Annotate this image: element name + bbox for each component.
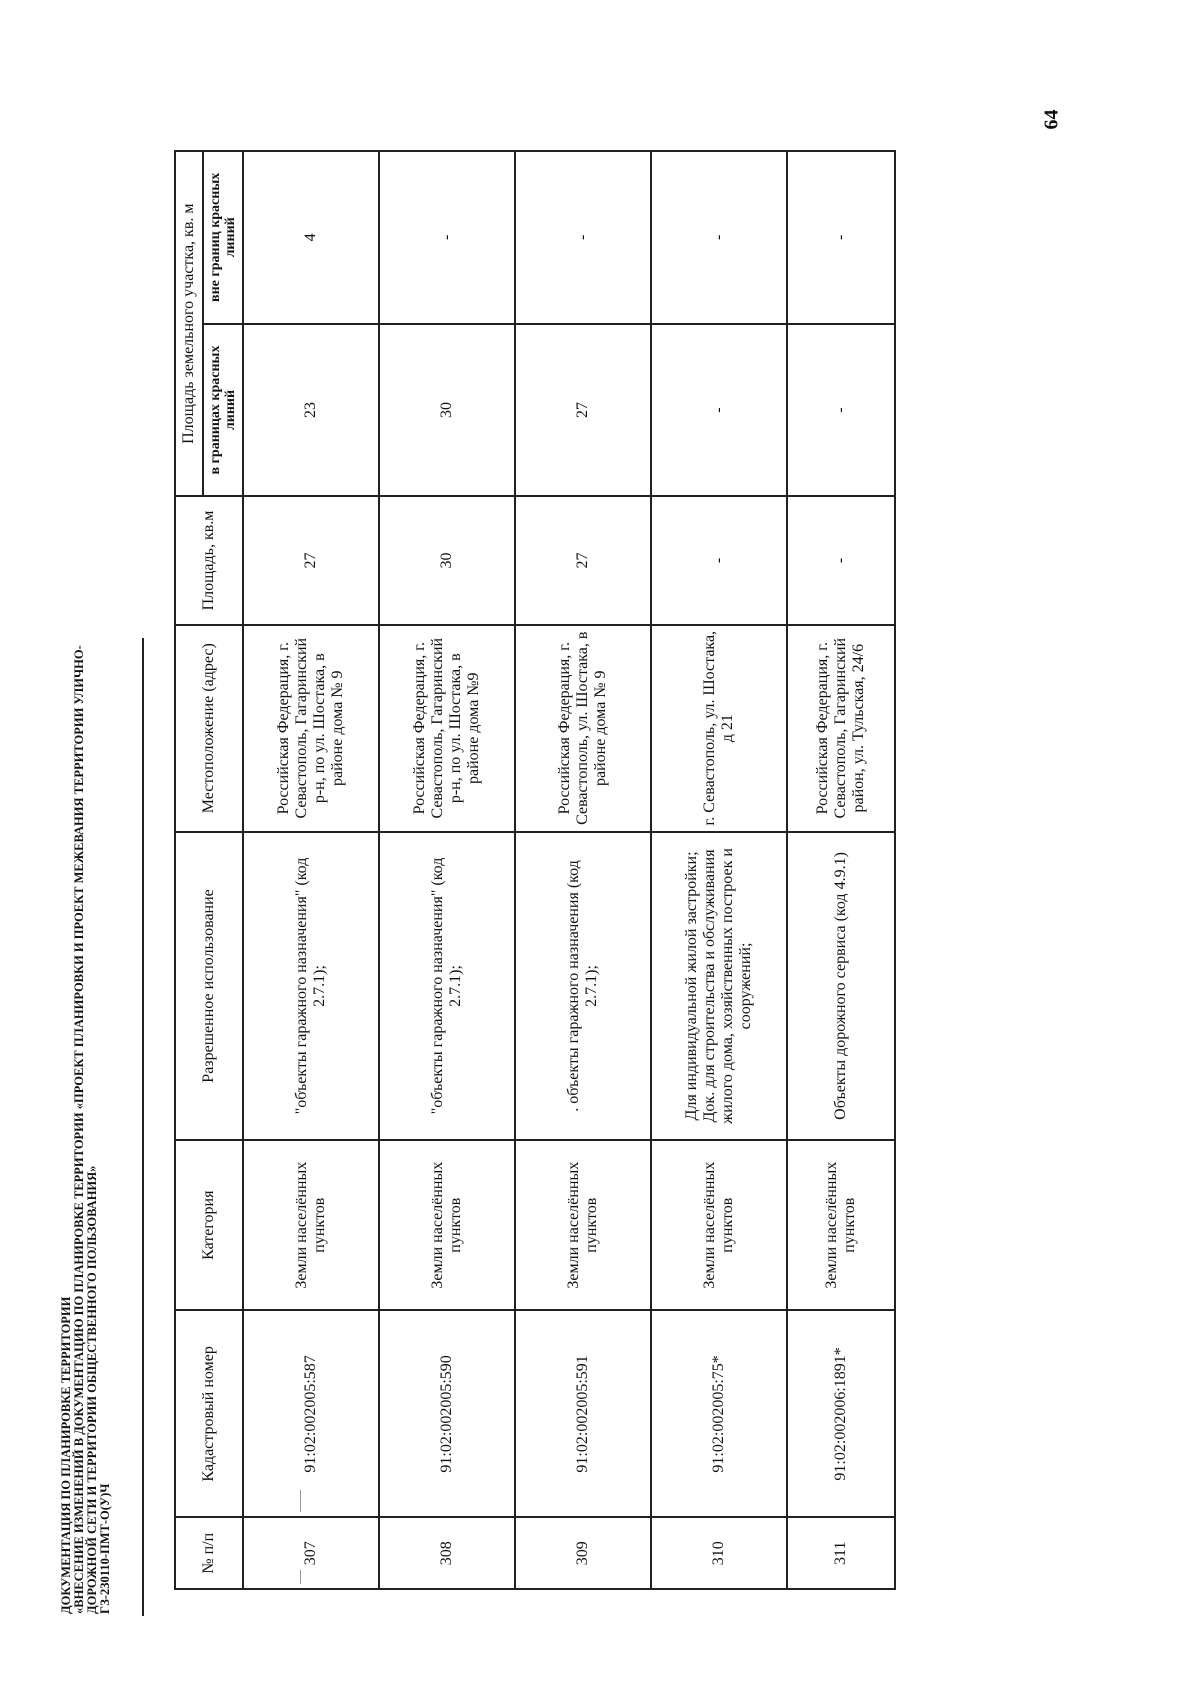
cell-use: Для индивидуальной жилой застройки; Док. для строительства и обслуживания жилого дома, хозяйственных построек и сооружений; bbox=[651, 832, 787, 1140]
cell-use: "объекты гаражного назначения" (код 2.7.1); bbox=[243, 832, 379, 1140]
cell-num: 308 bbox=[379, 1517, 515, 1589]
cell-inside: - bbox=[787, 324, 895, 497]
header-num: № п/п bbox=[175, 1517, 243, 1589]
cell-outside: - bbox=[787, 151, 895, 324]
cell-category: Земли населённых пунктов bbox=[515, 1140, 651, 1310]
cell-outside: - bbox=[515, 151, 651, 324]
header-outside: вне границ красных линий bbox=[203, 151, 243, 324]
cell-area: 27 bbox=[515, 496, 651, 624]
cell-category: Земли населённых пунктов bbox=[379, 1140, 515, 1310]
cell-category: Земли населённых пунктов bbox=[243, 1140, 379, 1310]
land-plots-table bbox=[174, 150, 896, 1590]
cell-num: 309 bbox=[515, 1517, 651, 1589]
cell-location: Российская Федерация, г. Севастополь, Гагаринский р-н, по ул. Шостака, в районе дома № 9 bbox=[243, 625, 379, 832]
cell-area: - bbox=[787, 496, 895, 624]
cell-location: Российская Федерация, г. Севастополь, Гагаринский район, ул. Тульская, 24/6 bbox=[787, 625, 895, 832]
cell-area: - bbox=[651, 496, 787, 624]
header-cadastral: Кадастровый номер bbox=[175, 1310, 243, 1517]
cell-cadastral: 91:02:002005:75* bbox=[651, 1310, 787, 1517]
header-location: Местоположение (адрес) bbox=[175, 625, 243, 832]
header-area: Площадь, кв.м bbox=[175, 496, 243, 624]
cell-num: 307 bbox=[243, 1517, 379, 1589]
cell-location: г. Севастополь, ул. Шостака, д 21 bbox=[651, 625, 787, 832]
header-inside: в границах красных линий bbox=[203, 324, 243, 497]
cell-area: 30 bbox=[379, 496, 515, 624]
cell-area: 27 bbox=[243, 496, 379, 624]
header-line-1: ДОКУМЕНТАЦИЯ ПО ПЛАНИРОВКЕ ТЕРРИТОРИИ bbox=[59, 1296, 73, 1614]
table-row bbox=[515, 151, 651, 1589]
cell-inside: 30 bbox=[379, 324, 515, 497]
cell-cadastral: 91:02:002005:587 bbox=[243, 1310, 379, 1517]
cell-use: "объекты гаражного назначения" (код 2.7.1); bbox=[379, 832, 515, 1140]
cell-category: Земли населённых пунктов bbox=[787, 1140, 895, 1310]
cell-outside: - bbox=[379, 151, 515, 324]
page-number: 64 bbox=[1040, 109, 1063, 130]
header-category: Категория bbox=[175, 1140, 243, 1310]
cell-cadastral: 91:02:002005:591 bbox=[515, 1310, 651, 1517]
cell-inside: - bbox=[651, 324, 787, 497]
cell-inside: 27 bbox=[515, 324, 651, 497]
cell-category: Земли населённых пунктов bbox=[651, 1140, 787, 1310]
header-line-4: ГЗ-230110-ПМТ-О(У)Ч bbox=[98, 1483, 112, 1614]
table-row bbox=[787, 151, 895, 1589]
cell-outside: - bbox=[651, 151, 787, 324]
cell-cadastral: 91:02:002006:1891* bbox=[787, 1310, 895, 1517]
cell-inside: 23 bbox=[243, 324, 379, 497]
header-divider bbox=[142, 638, 144, 1616]
cell-num: 310 bbox=[651, 1517, 787, 1589]
document-header bbox=[60, 414, 112, 1614]
cell-outside: 4 bbox=[243, 151, 379, 324]
header-line-2: «ВНЕСЕНИЕ ИЗМЕНЕНИЙ В ДОКУМЕНТАЦИЮ ПО ПЛАНИРОВКЕ ТЕРРИТОРИИ «ПРОЕКТ ПЛАНИРОВКИ И ПРОЕКТ МЕЖЕВАНИЯ ТЕРРИТОРИИ УЛИЧНО- bbox=[72, 645, 86, 1614]
cell-use: Объекты дорожного сервиса (код 4.9.1) bbox=[787, 832, 895, 1140]
table-row bbox=[243, 151, 379, 1589]
table-row bbox=[651, 151, 787, 1589]
header-line-3: ДОРОЖНОЙ СЕТИ И ТЕРРИТОРИИ ОБЩЕСТВЕННОГО ПОЛЬЗОВАНИЯ» bbox=[85, 1165, 99, 1614]
table-row bbox=[379, 151, 515, 1589]
cell-cadastral: 91:02:002005:590 bbox=[379, 1310, 515, 1517]
cell-location: Российская Федерация, г. Севастополь, ул. Шостака, в районе дома № 9 bbox=[515, 625, 651, 832]
cell-use: . объекты гаражного назначения (код 2.7.1); bbox=[515, 832, 651, 1140]
header-use: Разрешенное использование bbox=[175, 832, 243, 1140]
cell-location: Российская Федерация, г. Севастополь, Гагаринский р-н, по ул. Шостака, в районе дома №9 bbox=[379, 625, 515, 832]
cell-num: 311 bbox=[787, 1517, 895, 1589]
header-land-area: Площадь земельного участка, кв. м bbox=[175, 151, 203, 496]
